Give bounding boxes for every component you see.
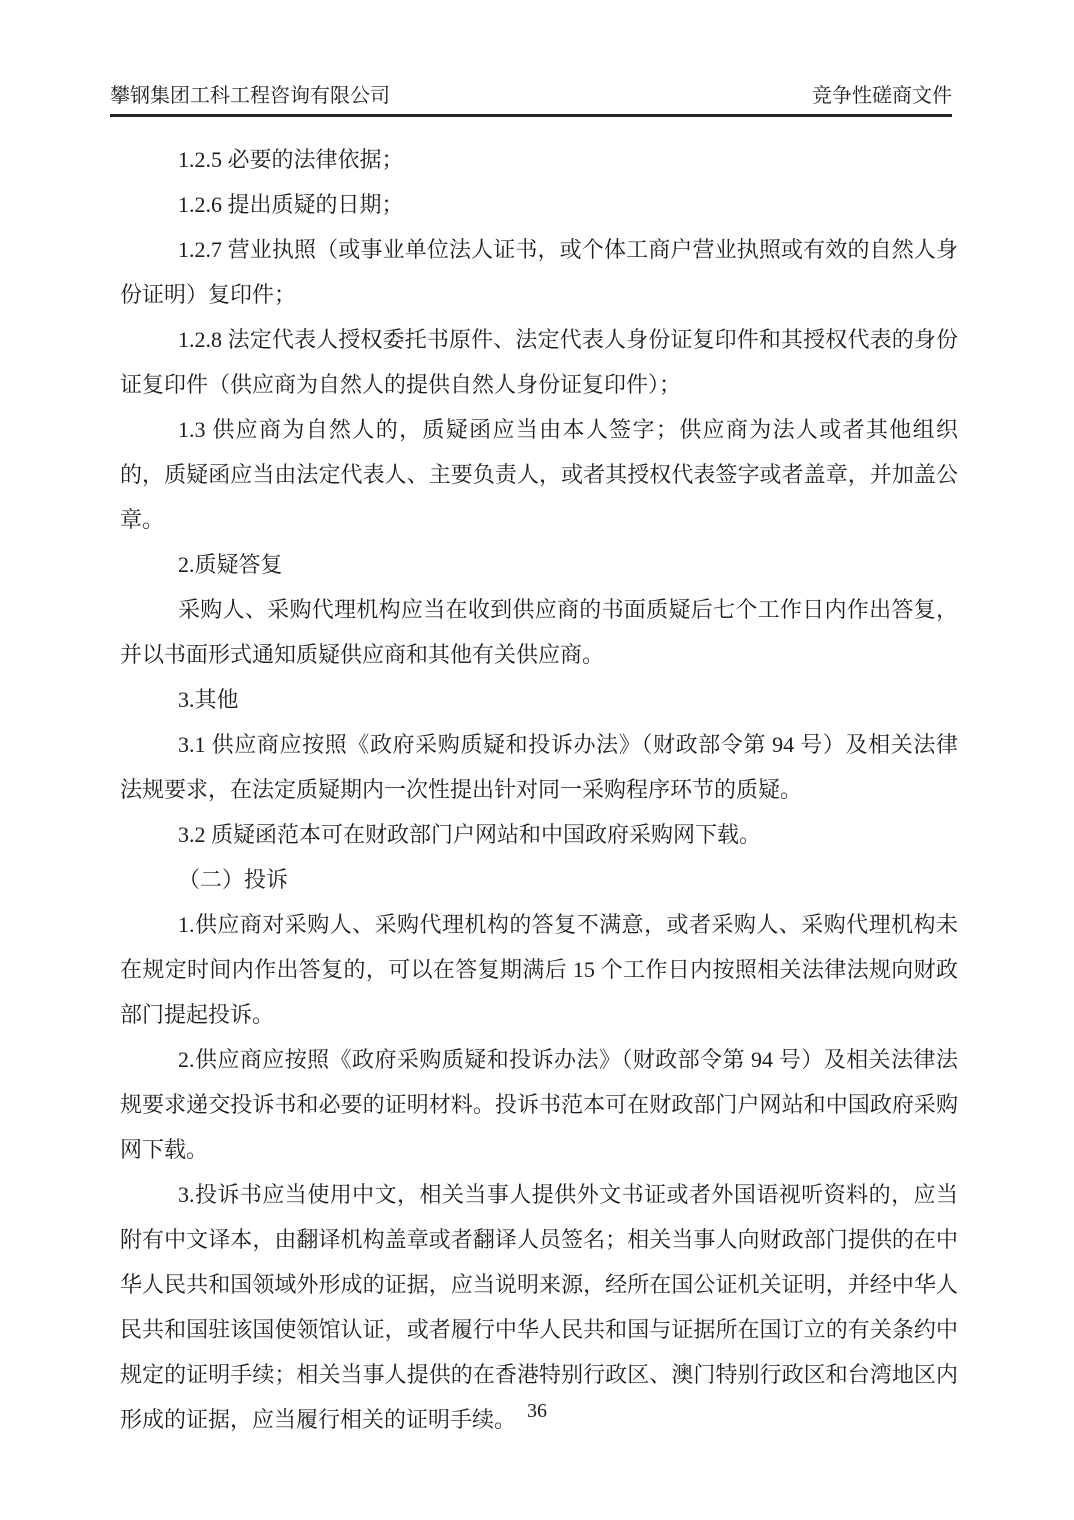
paragraph: 采购人、采购代理机构应当在收到供应商的书面质疑后七个工作日内作出答复，并以书面形式通知质疑供应商和其他有关供应商。 xyxy=(120,597,958,667)
paragraph: 1.2.5 必要的法律依据； xyxy=(178,147,404,172)
paragraph: 1.2.6 提出质疑的日期； xyxy=(178,192,404,217)
paragraph: 3.2 质疑函范本可在财政部门户网站和中国政府采购网下载。 xyxy=(178,822,762,847)
paragraph: 2.质疑答复 xyxy=(178,552,283,577)
paragraph: （二）投诉 xyxy=(178,867,289,892)
header-doc-type: 竞争性磋商文件 xyxy=(812,85,952,107)
page-footer xyxy=(0,1398,1074,1424)
paragraph: 2.供应商应按照《政府采购质疑和投诉办法》（财政部令第 94 号）及相关法律法规要求递交投诉书和必要的证明材料。投诉书范本可在财政部门户网站和中国政府采购网下载。 xyxy=(120,1047,958,1162)
paragraph: 3.1 供应商应按照《政府采购质疑和投诉办法》（财政部令第 94 号）及相关法律法规要求，在法定质疑期内一次性提出针对同一采购程序环节的质疑。 xyxy=(120,732,958,802)
paragraph: 1.2.8 法定代表人授权委托书原件、法定代表人身份证复印件和其授权代表的身份证复印件（供应商为自然人的提供自然人身份证复印件）； xyxy=(120,327,958,397)
paragraph: 3.投诉书应当使用中文，相关当事人提供外文书证或者外国语视听资料的，应当附有中文译本，由翻译机构盖章或者翻译人员签名；相关当事人向财政部门提供的在中华人民共和国领域外形成的证据，应当说明来源，经所在国公证机关证明，并经中华人民共和国驻该国使领馆认证，或者履行中华人民共和国与证据所在国订立的有关条约中规定的证明手续；相关当事人提供的在香港特别行政区、澳门特别行政区和台湾地区内形成的证据，应当履行相关的证明手续。 xyxy=(120,1182,958,1432)
document-body xyxy=(120,137,958,1442)
paragraph: 1.供应商对采购人、采购代理机构的答复不满意，或者采购人、采购代理机构未在规定时间内作出答复的，可以在答复期满后 15 个工作日内按照相关法律法规向财政部门提起投诉。 xyxy=(120,912,958,1027)
paragraph: 1.2.7 营业执照（或事业单位法人证书，或个体工商户营业执照或有效的自然人身份证明）复印件； xyxy=(120,237,958,307)
paragraph: 3.其他 xyxy=(178,687,239,712)
page-number: 36 xyxy=(527,1400,547,1422)
paragraph: 1.3 供应商为自然人的，质疑函应当由本人签字；供应商为法人或者其他组织的，质疑函应当由法定代表人、主要负责人，或者其授权代表签字或者盖章，并加盖公章。 xyxy=(120,417,958,532)
header-company: 攀钢集团工科工程咨询有限公司 xyxy=(110,85,390,107)
page-header xyxy=(110,84,952,117)
